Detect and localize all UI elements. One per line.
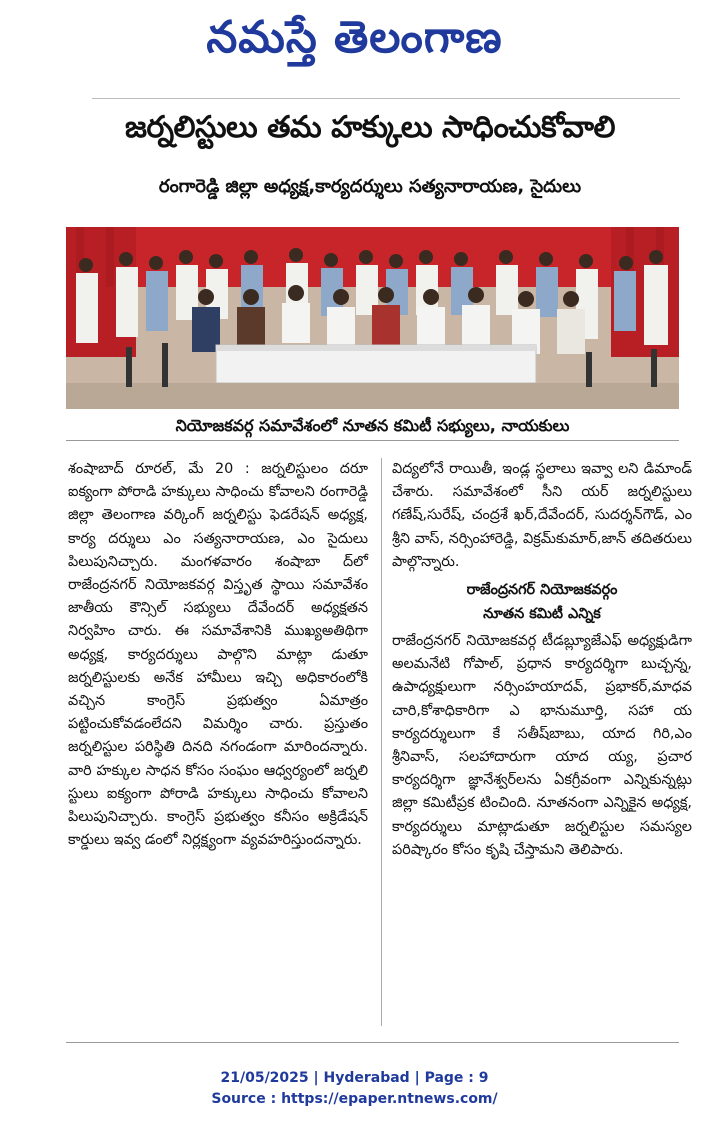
top-divider — [92, 98, 680, 99]
article-paragraph-right-intro: విద్యలోనే రాయితీ, ఇండ్ల స్థలాలు ఇవ్వా లని డిమాండ్ చేశారు. సమావేశంలో సీని యర్ జర్నలిస్టులు గణేష్,సురేష్, చంద్రశే ఖర్,దేవేందర్, సుదర్శన్‌గౌడ్, ఎం శ్రీని వాస్, నర్సింహారెడ్డి, విక్రమ్‌కుమార్,జాన్ తదితరులు పాల్గొన్నారు. — [392, 461, 692, 570]
article-headline: జర్నలిస్టులు తమ హక్కులు సాధించుకోవాలి — [125, 110, 615, 145]
photo-caption: నియోజకవర్గ సమావేశంలో నూతన కమిటీ సభ్యులు, నాయకులు — [175, 416, 570, 435]
article-paragraph-right-body: రాజేంద్రనగర్ నియోజకవర్గ టీడబ్ల్యూజేఎఫ్ అధ్యక్షుడిగా అలమనేటి గోపాల్, ప్రధాన కార్యదర్శిగా బుచ్చన్న, ఉపాధ్యక్షులుగా నర్సింహయాదవ్, ప్రభాకర్,మాధవ చారి,కోశాధికారిగా ఎ భానుమూర్తి, సహా య కార్యదర్శులుగా కే సతీష్‌బాబు, యాద గిరి,ఎం శ్రీనివాస్, సలహాదారుగా యాద య్య, ప్రచార కార్యదర్శిగా జ్ఞానేశ్వర్‌లను ఏకగ్రీవంగా ఎన్నికున్నట్లు జిల్లా కమిటీప్రక టించింది. నూతనంగా ఎన్నికైన అధ్యక్ష, కార్యదర్శులు మాట్లాడుతూ జర్నలిస్టుల సమస్యల పరిష్కారం కోసం కృషి చేస్తామని తెలిపారు. — [392, 633, 692, 858]
newspaper-masthead: నమస్తే తెలంగాణ — [206, 12, 503, 63]
group-photo-illustration — [66, 227, 679, 409]
footer-dateline: 21/05/2025 | Hyderabad | Page : 9 — [220, 1070, 489, 1086]
subsection-heading-line1: రాజేంద్రనగర్ నియోజకవర్గం — [466, 582, 618, 599]
article-subheadline: రంగారెడ్డి జిల్లా అధ్యక్ష,కార్యదర్శులు సత్యనారాయణ, సైదులు — [158, 176, 582, 197]
bottom-divider — [66, 1042, 679, 1043]
footer-source-link[interactable]: Source : https://epaper.ntnews.com/ — [211, 1091, 498, 1107]
article-column-left — [68, 458, 368, 852]
group-photo — [66, 227, 679, 409]
caption-divider — [66, 440, 679, 441]
column-divider — [381, 458, 382, 1026]
article-column-right — [392, 458, 692, 862]
article-paragraph-left: శంషాబాద్ రూరల్, మే 20 : జర్నలిస్టులం దరూ ఐక్యంగా పోరాడి హక్కులు సాధించు కోవాలని రంగారెడ్డి జిల్లా తెలంగాణ వర్కింగ్ జర్నలిస్టు ఫెడరేషన్ అధ్యక్ష, కార్య దర్శులు ఎం సత్యనారాయణ, ఎం సైదులు పిలుపునిచ్చారు. మంగళవారం శంషాబా ద్‌లో రాజేంద్రనగర్ నియోజకవర్గ విస్తృత స్థాయి సమావేశం జాతీయ కౌన్సిల్ సభ్యులు దేవేందర్ అధ్యక్షతన నిర్వహిం చారు. ఈ సమావేశానికి ముఖ్యఅతిథిగా అధ్యక్ష, కార్యదర్శులు పాల్గొని మాట్లా డుతూ జర్నలిస్టులకు అనేక హామీలు ఇచ్చి అధికారంలోకి వచ్చిన కాంగ్రెస్ ప్రభుత్వం ఏమాత్రం పట్టించుకోవడంలేదని విమర్శిం చారు. ప్రస్తుతం జర్నలిస్టుల పరిస్థితి దినది నగండంగా మారిందన్నారు. వారి హక్కుల సాధన కోసం సంఘం ఆధ్వర్యంలో జర్నలి స్టులు ఐక్యంగా పోరాడి హక్కులు సాధించు కోవాలని పిలుపునిచ్చారు. కాంగ్రెస్ ప్రభుత్వం కనీసం అక్రిడేషన్ కార్డులు ఇవ్వ డంలో నిర్లక్ష్యంగా వ్యవహరిస్తుందన్నారు. — [68, 461, 368, 849]
subsection-heading-line2: నూతన కమిటీ ఎన్నిక — [483, 606, 601, 623]
subsection-heading — [392, 578, 692, 626]
